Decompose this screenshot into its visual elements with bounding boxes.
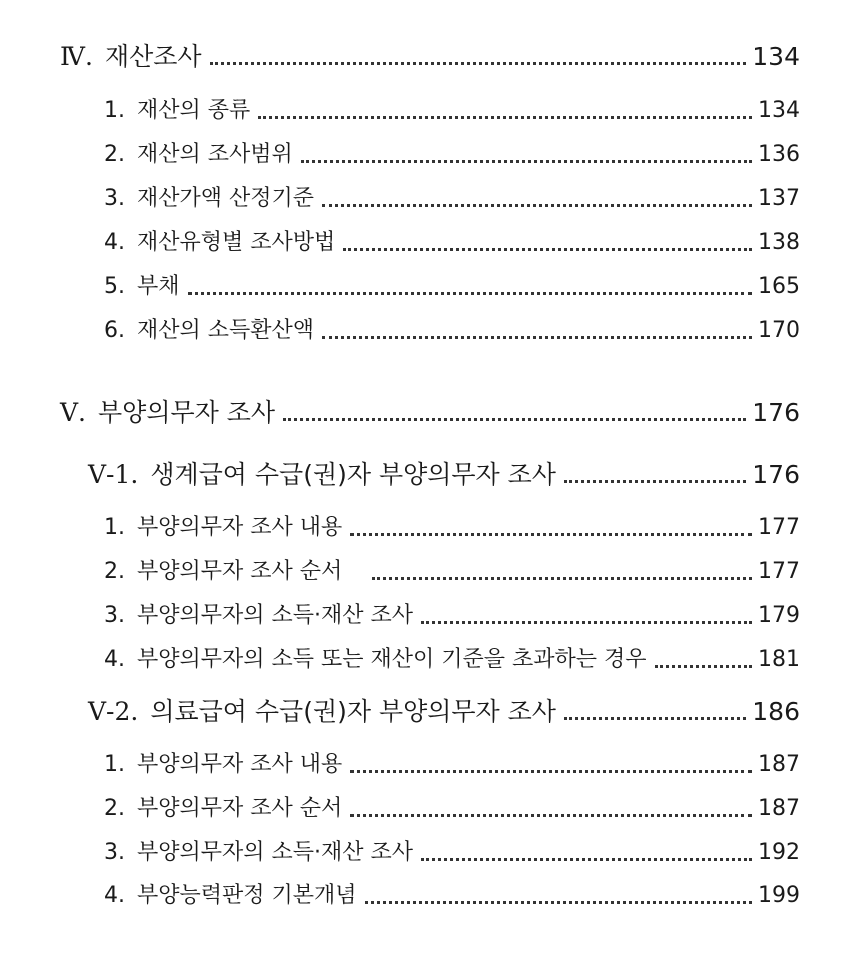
toc-item[interactable] bbox=[104, 273, 800, 301]
dot-leader bbox=[350, 814, 752, 817]
dot-leader bbox=[322, 336, 752, 339]
page-number: 187 bbox=[758, 796, 800, 821]
chapter-heading bbox=[60, 42, 202, 72]
page-number: 137 bbox=[758, 186, 800, 211]
dot-leader bbox=[421, 858, 752, 861]
dot-leader bbox=[350, 533, 752, 536]
item-number: 3. bbox=[104, 840, 125, 865]
item-title: 부양의무자의 소득·재산 조사 bbox=[137, 840, 414, 865]
item-title: 재산유형별 조사방법 bbox=[137, 230, 336, 255]
item-number: 2. bbox=[104, 559, 125, 584]
section-heading bbox=[88, 697, 556, 727]
item-number: 1. bbox=[104, 515, 125, 540]
toc-item[interactable] bbox=[104, 646, 800, 674]
toc-item[interactable] bbox=[104, 795, 800, 823]
item-title: 재산의 소득환산액 bbox=[137, 318, 315, 343]
chapter-number: Ⅳ. bbox=[60, 42, 93, 71]
item-title: 부양의무자 조사 내용 bbox=[137, 752, 343, 777]
item-title: 부양능력판정 기본개념 bbox=[137, 883, 357, 908]
toc-item[interactable] bbox=[104, 141, 800, 169]
item-number: 3. bbox=[104, 186, 125, 211]
item-title: 재산가액 산정기준 bbox=[137, 186, 315, 211]
toc-item[interactable] bbox=[104, 558, 800, 586]
item-title: 부양의무자의 소득 또는 재산이 기준을 초과하는 경우 bbox=[137, 647, 647, 672]
page-number: 186 bbox=[752, 697, 800, 726]
dot-leader bbox=[283, 418, 746, 421]
toc-item[interactable] bbox=[104, 751, 800, 779]
item-number: 4. bbox=[104, 230, 125, 255]
toc-item[interactable] bbox=[104, 97, 800, 125]
dot-leader bbox=[564, 480, 746, 483]
page-number: 176 bbox=[752, 398, 800, 427]
section-number: Ⅴ-1. bbox=[88, 460, 139, 489]
dot-leader bbox=[301, 160, 752, 163]
toc-item[interactable] bbox=[104, 882, 800, 910]
toc-item[interactable] bbox=[104, 229, 800, 257]
dot-leader bbox=[564, 717, 746, 720]
item-title: 부양의무자 조사 순서 bbox=[137, 559, 343, 584]
section-heading bbox=[88, 460, 556, 490]
item-title: 부양의무자 조사 내용 bbox=[137, 515, 343, 540]
toc-item[interactable] bbox=[104, 185, 800, 213]
dot-leader bbox=[258, 116, 752, 119]
item-number: 1. bbox=[104, 752, 125, 777]
item-number: 1. bbox=[104, 98, 125, 123]
section-title: 생계급여 수급(권)자 부양의무자 조사 bbox=[150, 460, 556, 489]
page-number: 181 bbox=[758, 647, 800, 672]
dot-leader bbox=[322, 204, 752, 207]
item-title: 재산의 종류 bbox=[137, 98, 251, 123]
page-number: 177 bbox=[758, 559, 800, 584]
item-number: 5. bbox=[104, 274, 125, 299]
toc-item[interactable] bbox=[104, 317, 800, 345]
dot-leader bbox=[210, 62, 747, 65]
page-number: 199 bbox=[758, 883, 800, 908]
dot-leader bbox=[188, 292, 752, 295]
dot-leader bbox=[343, 248, 752, 251]
chapter-title: 재산조사 bbox=[104, 42, 202, 71]
page-number: 177 bbox=[758, 515, 800, 540]
dot-leader bbox=[350, 770, 752, 773]
item-title: 부양의무자 조사 순서 bbox=[137, 796, 343, 821]
item-title: 부채 bbox=[137, 274, 180, 299]
toc-section-5-2[interactable] bbox=[88, 697, 800, 727]
toc-item[interactable] bbox=[104, 839, 800, 867]
page-number: 134 bbox=[752, 42, 800, 71]
section-title: 의료급여 수급(권)자 부양의무자 조사 bbox=[150, 697, 556, 726]
chapter-title: 부양의무자 조사 bbox=[98, 398, 276, 427]
item-number: 2. bbox=[104, 142, 125, 167]
page-number: 138 bbox=[758, 230, 800, 255]
dot-leader bbox=[365, 901, 752, 904]
page-number: 165 bbox=[758, 274, 800, 299]
toc-chapter-4[interactable] bbox=[60, 42, 800, 72]
dot-leader bbox=[655, 665, 752, 668]
item-number: 4. bbox=[104, 883, 125, 908]
page-number: 170 bbox=[758, 318, 800, 343]
dot-leader bbox=[372, 577, 752, 580]
section-number: Ⅴ-2. bbox=[88, 697, 139, 726]
toc-item[interactable] bbox=[104, 602, 800, 630]
item-number: 4. bbox=[104, 647, 125, 672]
page-number: 192 bbox=[758, 840, 800, 865]
item-number: 6. bbox=[104, 318, 125, 343]
item-number: 2. bbox=[104, 796, 125, 821]
page-number: 176 bbox=[752, 460, 800, 489]
item-title: 부양의무자의 소득·재산 조사 bbox=[137, 603, 414, 628]
item-title: 재산의 조사범위 bbox=[137, 142, 293, 167]
dot-leader bbox=[421, 621, 752, 624]
page-number: 179 bbox=[758, 603, 800, 628]
chapter-number: Ⅴ. bbox=[60, 398, 87, 427]
page-number: 134 bbox=[758, 98, 800, 123]
toc-section-5-1[interactable] bbox=[88, 460, 800, 490]
page-number: 136 bbox=[758, 142, 800, 167]
chapter-heading bbox=[60, 398, 275, 428]
item-number: 3. bbox=[104, 603, 125, 628]
toc-chapter-5[interactable] bbox=[60, 398, 800, 428]
page-number: 187 bbox=[758, 752, 800, 777]
toc-item[interactable] bbox=[104, 514, 800, 542]
